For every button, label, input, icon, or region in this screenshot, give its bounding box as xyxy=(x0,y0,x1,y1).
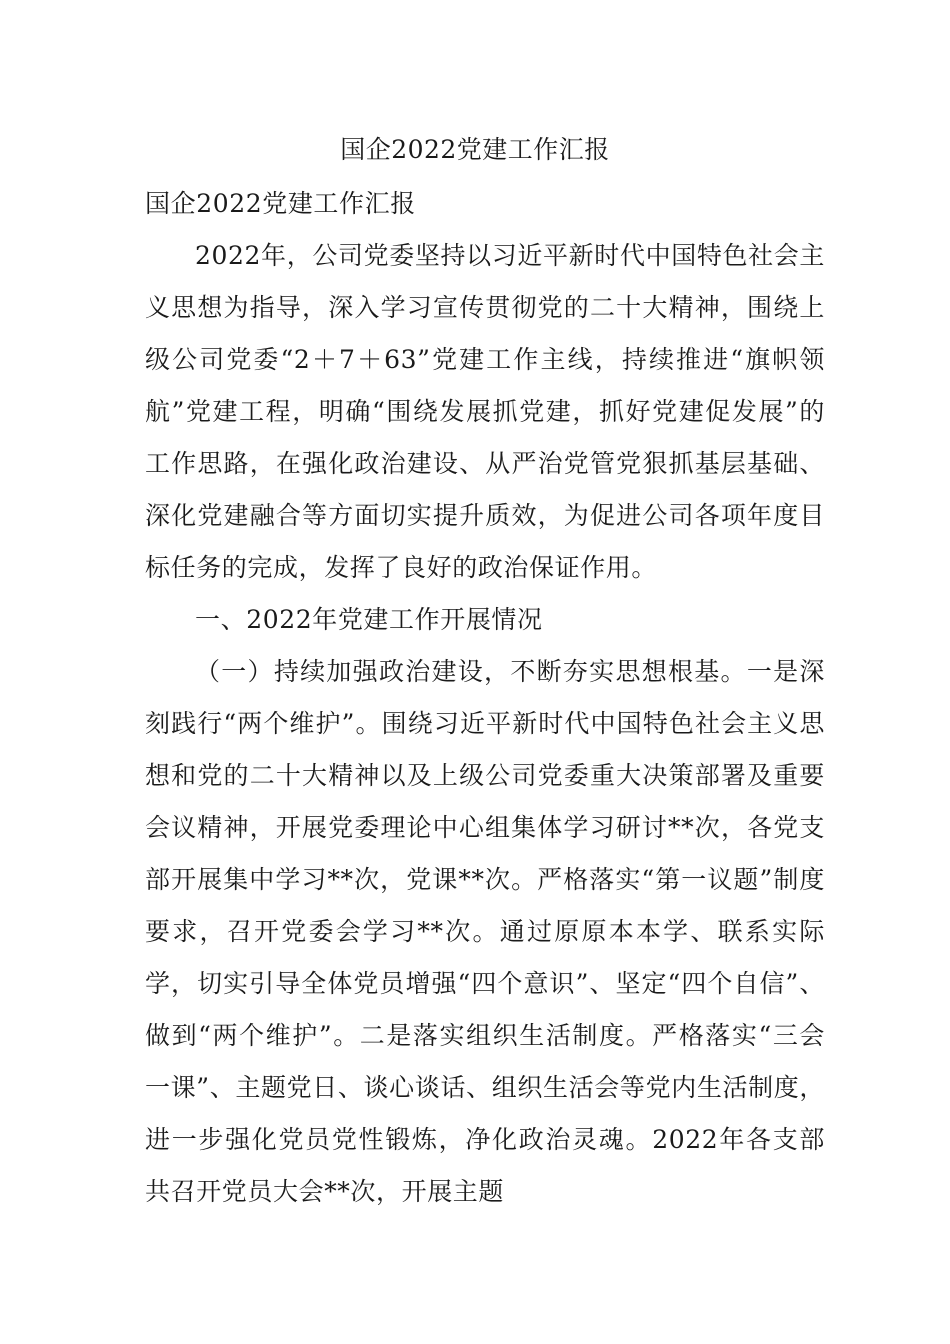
document-body xyxy=(145,178,825,1218)
document-title: 国企2022党建工作汇报 xyxy=(340,135,610,164)
intro-paragraph: 2022年，公司党委坚持以习近平新时代中国特色社会主义思想为指导，深入学习宣传贯彻党的二十大精神，围绕上级公司党委“2＋7＋63”党建工作主线，持续推进“旗帜领航”党建工程，明确“围绕发展抓党建，抓好党建促发展”的工作思路，在强化政治建设、从严治党管党狠抓基层基础、深化党建融合等方面切实提升质效，为促进公司各项年度目标任务的完成，发挥了良好的政治保证作用。 xyxy=(145,241,825,582)
document-subtitle: 国企2022党建工作汇报 xyxy=(145,189,416,218)
body-paragraph: （一）持续加强政治建设，不断夯实思想根基。一是深刻践行“两个维护”。围绕习近平新时代中国特色社会主义思想和党的二十大精神以及上级公司党委重大决策部署及重要会议精神，开展党委理论中心组集体学习研讨**次，各党支部开展集中学习**次，党课**次。严格落实“第一议题”制度要求，召开党委会学习**次。通过原原本本学、联系实际学，切实引导全体党员增强“四个意识”、坚定“四个自信”、做到“两个维护”。二是落实组织生活制度。严格落实“三会一课”、主题党日、谈心谈话、组织生活会等党内生活制度，进一步强化党员党性锻炼，净化政治灵魂。2022年各支部共召开党员大会**次，开展主题 xyxy=(145,657,825,1206)
section-heading: 一、2022年党建工作开展情况 xyxy=(195,605,543,634)
